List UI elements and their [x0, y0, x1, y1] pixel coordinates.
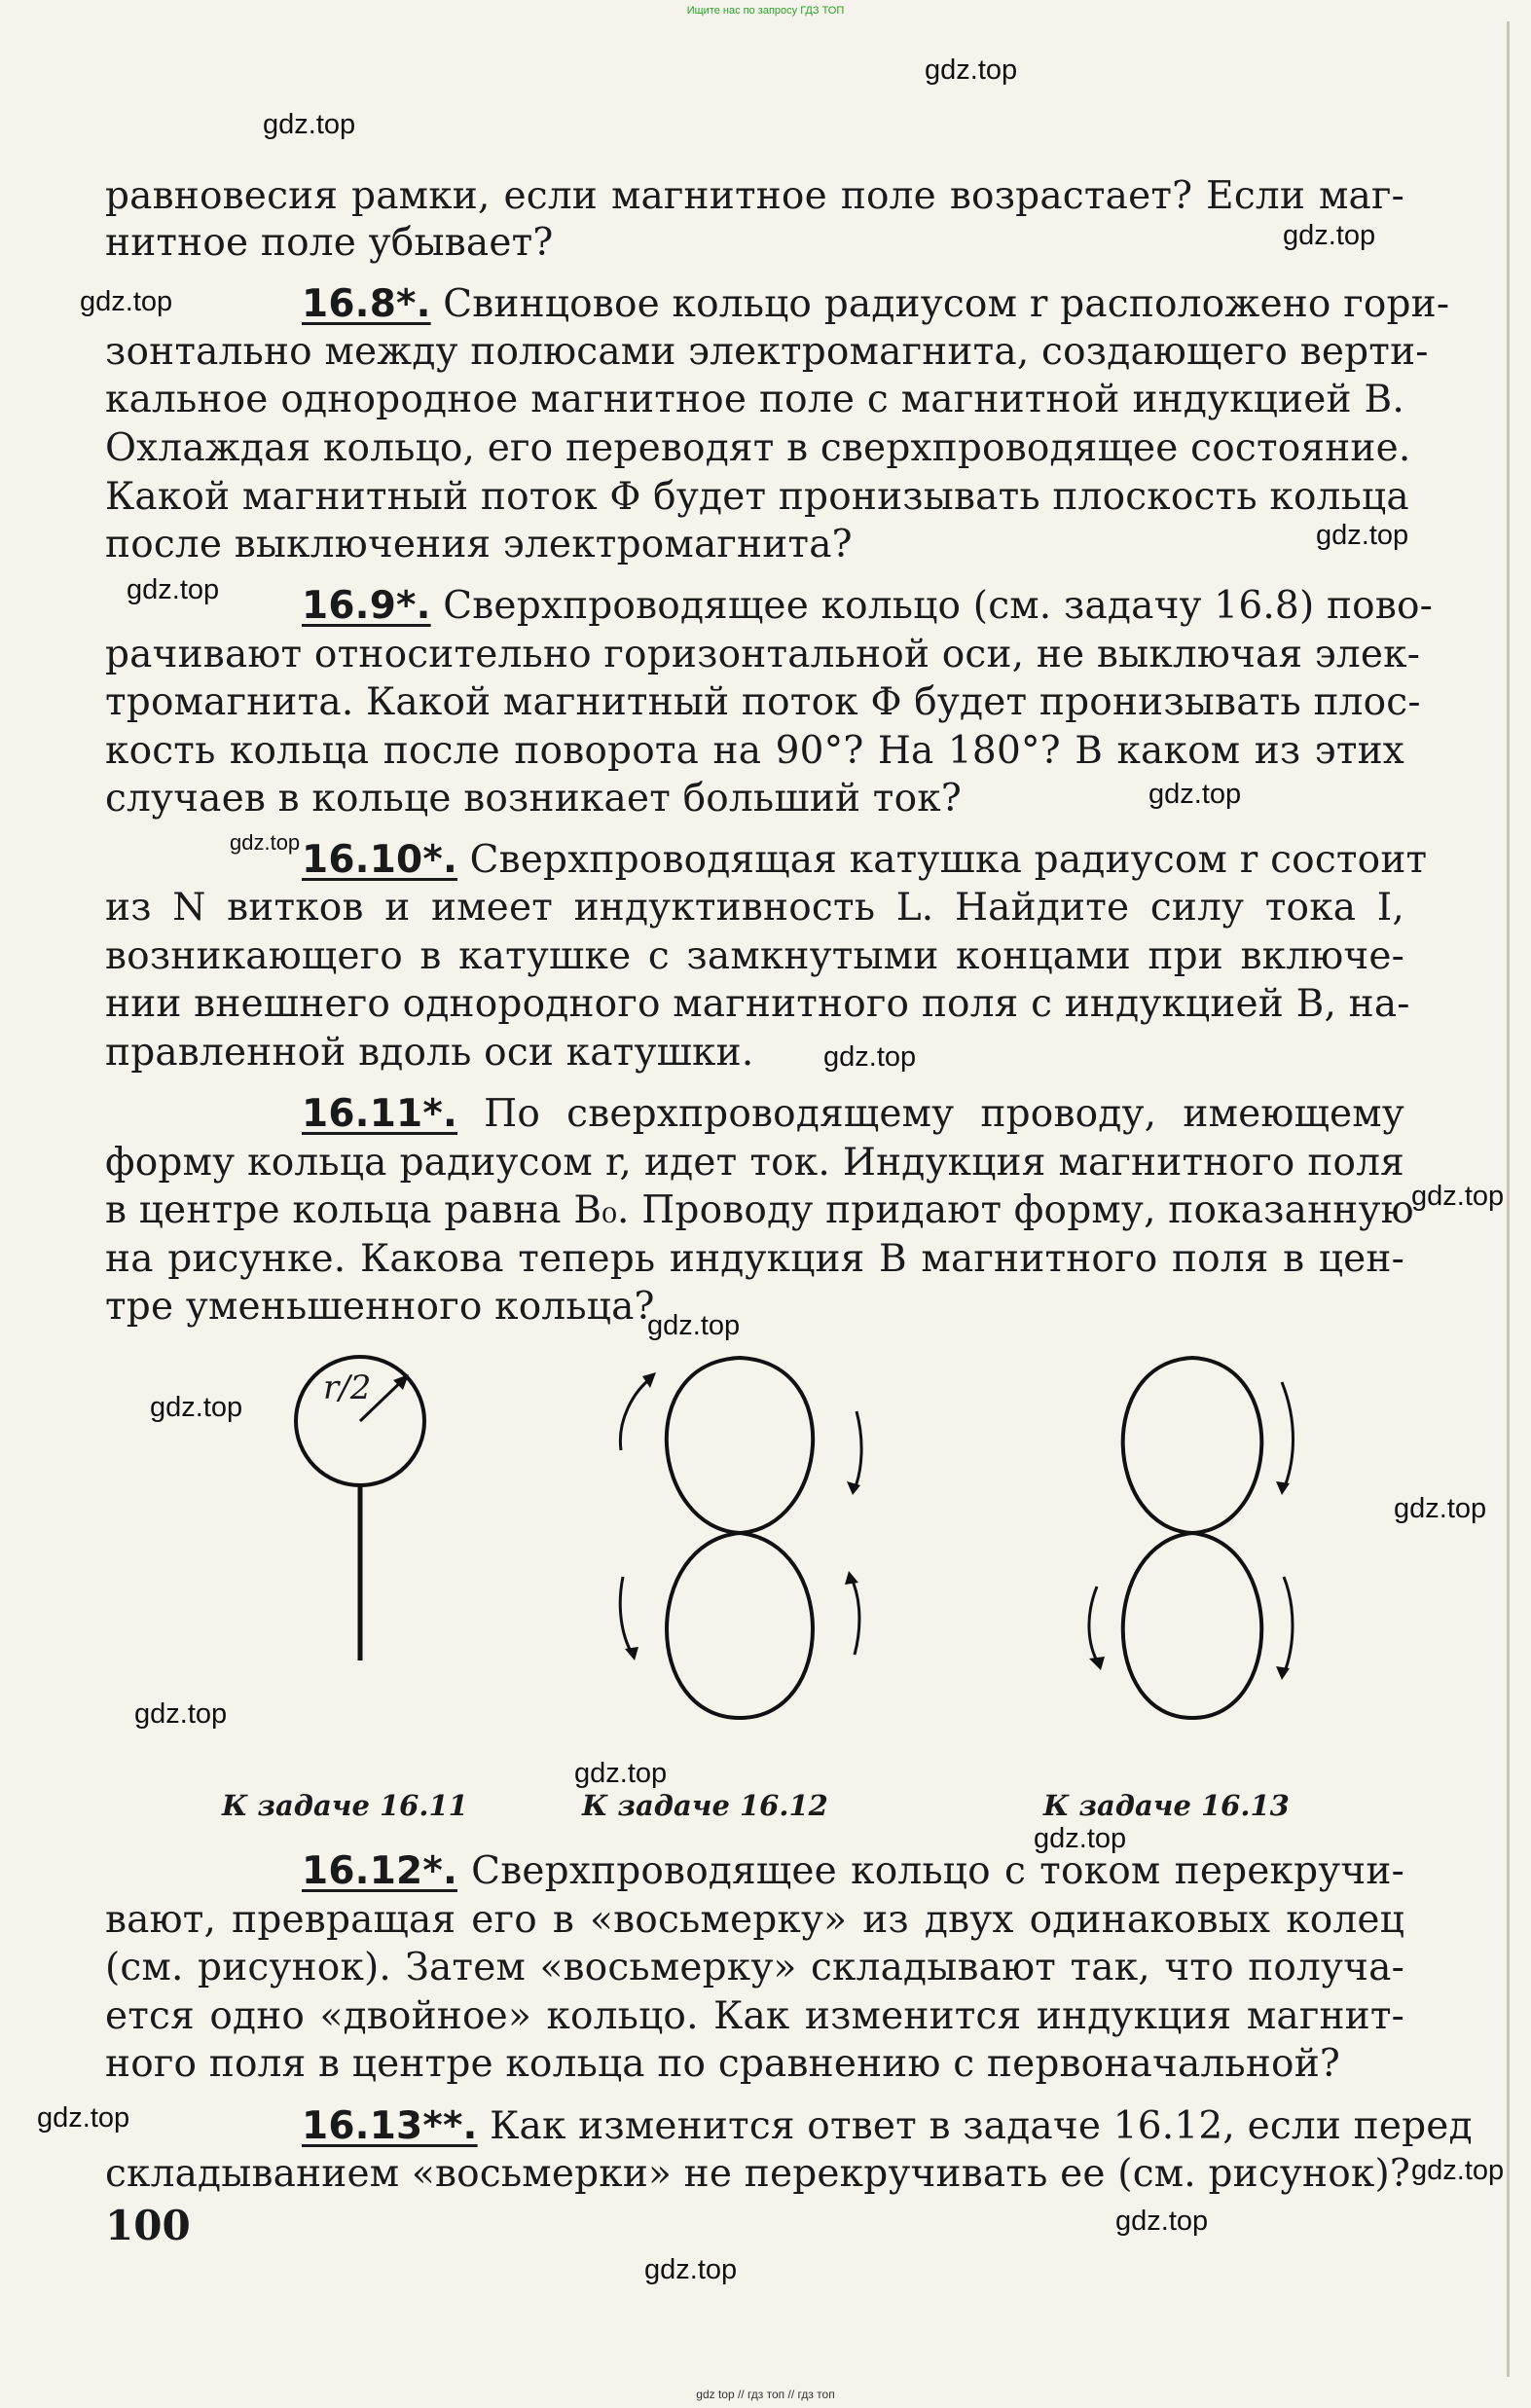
watermark: gdz.top [1148, 779, 1242, 810]
problem-number: 16.11*. [302, 1092, 457, 1136]
line-text: тромагнита. Какой магнитный поток Φ будет пронизывать плос- [105, 680, 1421, 724]
line-text: возникающего в катушке с замкнутыми концами при включе- [105, 934, 1404, 978]
watermark: gdz.top [1411, 1181, 1505, 1212]
text-line [105, 1140, 1404, 1186]
line-text: случаев в кольце возникает больший ток? [105, 777, 962, 821]
text-line [105, 1993, 1404, 2040]
line-text: нии внешнего однородного магнитного поля с индукцией B, на- [105, 982, 1410, 1026]
line-text: в центре кольца равна B₀. Проводу придают форму, показанную [105, 1188, 1414, 1232]
line-text: По сверхпроводящему проводу, имеющему [456, 1092, 1404, 1136]
watermark: gdz.top [134, 1698, 228, 1730]
text-line [105, 1897, 1404, 1944]
line-text: Свинцовое кольцо радиусом r расположено гори- [430, 282, 1450, 326]
watermark: gdz.top [80, 286, 173, 317]
problem-heading-line [105, 1091, 1404, 1138]
text-line [105, 425, 1411, 472]
text-line [105, 2041, 1404, 2088]
arrowhead-right-bottom [845, 1571, 858, 1585]
text-line [105, 981, 1410, 1028]
problem-heading-line [105, 837, 1428, 884]
arrow-left-bottom [1089, 1587, 1099, 1664]
text-line [105, 1030, 1404, 1076]
text-line [105, 679, 1421, 726]
watermark: gdz.top [644, 2254, 738, 2285]
text-line [105, 885, 1404, 931]
watermark: gdz.top [1283, 220, 1376, 251]
page-number: 100 [105, 2202, 191, 2249]
text-line [105, 728, 1404, 775]
text-line [105, 1236, 1404, 1283]
line-text: кость кольца после поворота на 90°? На 180°? В каком из этих [105, 729, 1404, 773]
text-line [105, 173, 1404, 220]
watermark: gdz.top [263, 109, 356, 140]
text-line [105, 522, 1404, 568]
arrow-right-bottom [851, 1577, 859, 1655]
line-text: тре уменьшенного кольца? [105, 1285, 655, 1329]
text-line [105, 1945, 1404, 1991]
arrow-right-bottom [1284, 1577, 1293, 1674]
watermark: gdz.top [150, 1392, 243, 1423]
line-text: Сверхпроводящее кольцо (см. задачу 16.8) пово- [430, 584, 1434, 628]
arrow-right-top [1282, 1382, 1294, 1489]
watermark: gdz.top [230, 830, 301, 855]
problem-heading-line [105, 1848, 1404, 1895]
problem-number: 16.12*. [302, 1849, 457, 1893]
fig1-label: r/2 [323, 1368, 372, 1407]
line-text: Сверхпроводящая катушка радиусом r состоит [456, 838, 1428, 882]
line-text: равновесия рамки, если магнитное поле возрастает? Если маг- [105, 174, 1404, 218]
line-text: Охлаждая кольцо, его переводят в сверхпроводящее состояние. [105, 426, 1411, 470]
arrowhead-left-bottom [625, 1647, 638, 1660]
watermark: gdz.top [37, 2102, 130, 2134]
caption-16-13: К задаче 16.13 [1043, 1789, 1290, 1822]
text-line [105, 632, 1421, 678]
problem-heading-line [105, 281, 1450, 328]
caption-16-11: К задаче 16.11 [222, 1789, 468, 1822]
text-line [105, 474, 1409, 521]
figure-16-11 [292, 1353, 487, 1684]
bottom-banner[interactable]: gdz top // гдз топ // гдз топ [696, 2388, 835, 2401]
problem-number: 16.9*. [302, 584, 431, 628]
line-text: рачивают относительно горизонтальной оси, не выключая элек- [105, 633, 1421, 676]
line-text: правленной вдоль оси катушки. [105, 1031, 754, 1075]
line-text: ется одно «двойное» кольцо. Как изменится индукция магнит- [105, 1994, 1404, 2038]
line-text: складыванием «восьмерки» не перекручивать ее (см. рисунок)? [105, 2152, 1411, 2196]
figure-16-13 [1075, 1343, 1309, 1733]
line-text: на рисунке. Какова теперь индукция B магнитного поля в цен- [105, 1237, 1404, 1281]
problem-heading-line [105, 2103, 1473, 2150]
arrow-left-bottom [620, 1577, 633, 1655]
line-text: (см. рисунок). Затем «восьмерку» складывают так, что получа- [105, 1946, 1404, 1989]
figure-16-12 [613, 1343, 866, 1733]
line-text: вают, превращая его в «восьмерку» из двух одинаковых колец [105, 1898, 1404, 1942]
arrow-left-top [620, 1377, 652, 1450]
watermark: gdz.top [1394, 1493, 1487, 1524]
line-text: из N витков и имеет индуктивность L. Найдите силу тока I, [105, 886, 1404, 930]
text-line [105, 329, 1429, 376]
eight-lower-loop [1123, 1533, 1262, 1718]
watermark: gdz.top [1316, 520, 1409, 551]
line-text: ного поля в центре кольца по сравнению с первоначальной? [105, 2042, 1341, 2086]
watermark: gdz.top [1034, 1823, 1127, 1854]
arrow-right-top [855, 1411, 861, 1489]
watermark: gdz.top [1411, 2155, 1505, 2186]
line-text: Какой магнитный поток Φ будет пронизывать плоскость кольца [105, 475, 1409, 519]
line-text: нитное поле убывает? [105, 221, 554, 265]
text-line [105, 1284, 1404, 1331]
watermark: gdz.top [127, 574, 220, 605]
arrowhead-right-top [847, 1481, 860, 1495]
watermark: gdz.top [647, 1310, 741, 1341]
arrowhead-left-bottom [1089, 1657, 1105, 1670]
line-text: после выключения электромагнита? [105, 523, 853, 566]
watermark: gdz.top [1115, 2206, 1209, 2237]
eight-lower-loop [667, 1533, 813, 1718]
watermark: gdz.top [823, 1041, 917, 1073]
problem-number: 16.13**. [302, 2104, 478, 2148]
line-text: Сверхпроводящее кольцо с током перекручи- [456, 1849, 1404, 1893]
line-text: Как изменится ответ в задаче 16.12, если перед [477, 2104, 1473, 2148]
eight-upper-loop [667, 1358, 813, 1533]
text-line [105, 220, 1404, 267]
watermark: gdz.top [925, 55, 1018, 86]
problem-number: 16.10*. [302, 838, 457, 882]
line-text: кальное однородное магнитное поле с магнитной индукцией B. [105, 378, 1404, 421]
text-line [105, 1187, 1414, 1234]
arrowhead-right-top [1276, 1481, 1290, 1495]
text-line [105, 933, 1404, 980]
arrowhead-right-bottom [1276, 1666, 1290, 1680]
page-edge [1507, 21, 1510, 2377]
text-line [105, 377, 1404, 423]
problem-number: 16.8*. [302, 282, 431, 326]
eight-upper-loop [1123, 1358, 1262, 1533]
line-text: зонтально между полюсами электромагнита, создающего верти- [105, 330, 1429, 374]
problem-heading-line [105, 583, 1434, 630]
line-text: форму кольца радиусом r, идет ток. Индукция магнитного поля [105, 1141, 1404, 1185]
text-line [105, 2151, 1411, 2198]
caption-16-12: К задаче 16.12 [582, 1789, 828, 1822]
watermark: gdz.top [574, 1758, 668, 1789]
top-banner[interactable]: Ищите нас по запросу ГДЗ ТОП [686, 5, 845, 17]
